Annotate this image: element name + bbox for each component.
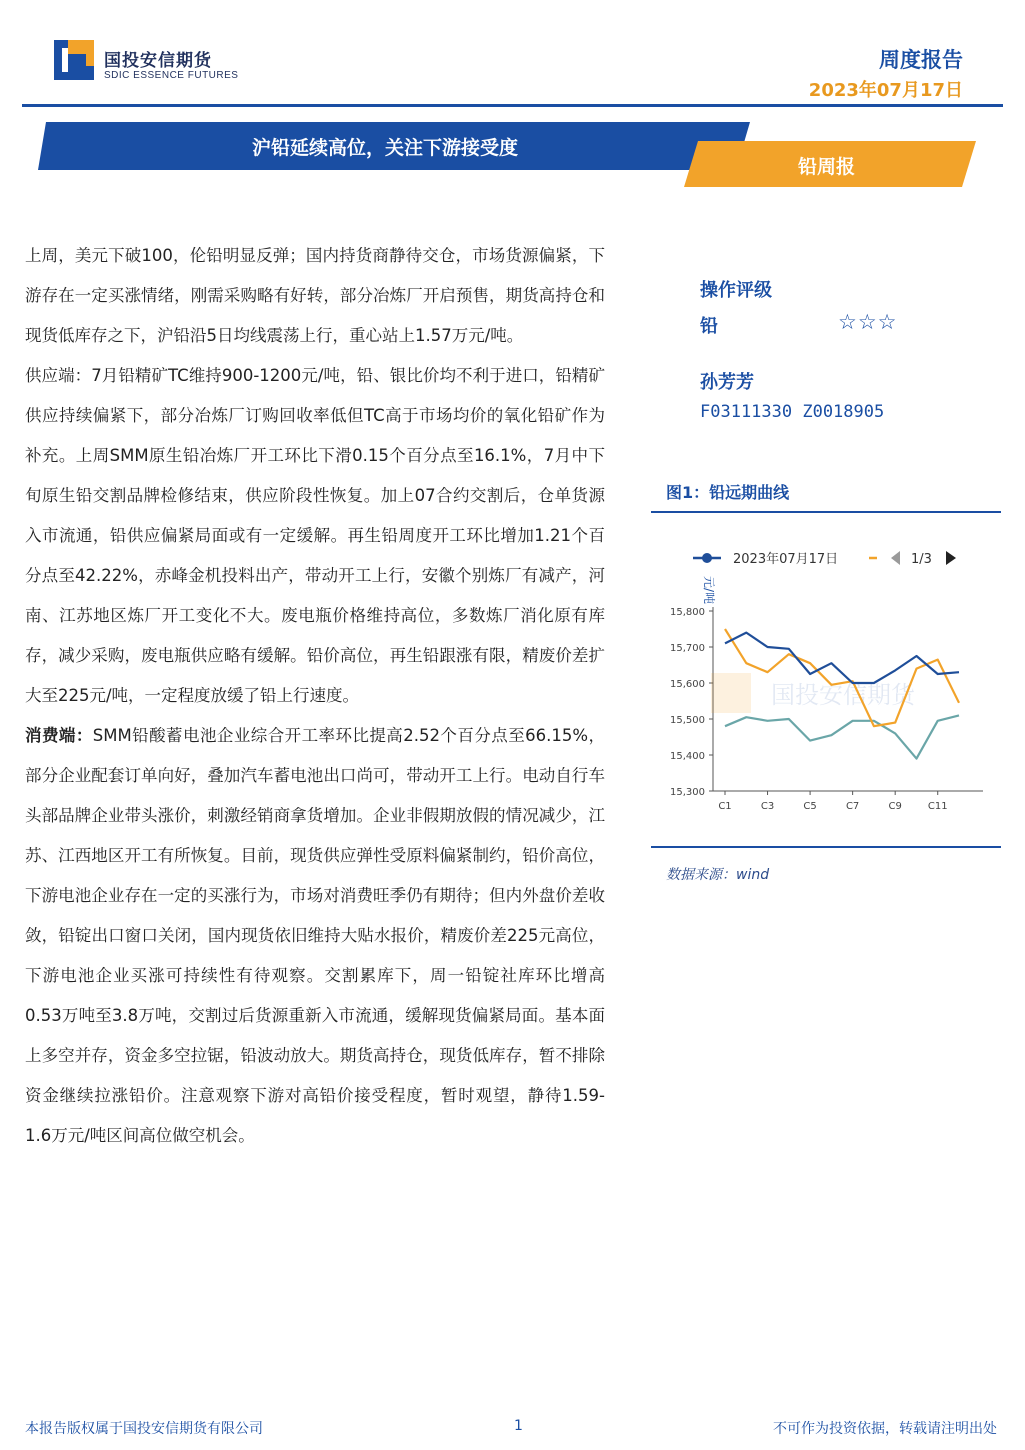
report-category: 铅周报 [798,156,856,178]
lead-forward-curve-chart [651,513,1001,846]
analyst-certificates: F03111330 Z0018905 [700,402,885,422]
pager-prev-icon [891,551,900,565]
y-tick-label: 15,600 [670,679,705,690]
rating-stars-icon: ☆☆☆ [838,310,898,334]
footer-disclaimer: 不可作为投资依据，转载请注明出处 [773,1421,997,1437]
watermark-text: 国投安信期货 [771,681,915,709]
analyst-name: 孙芳芳 [700,372,754,393]
y-axis-label: 元/吨 [702,576,716,605]
page-number: 1 [514,1418,523,1434]
company-logo [54,40,244,90]
x-tick-label: C5 [803,801,817,812]
legend-marker-active [702,553,712,563]
rating-label: 操作评级 [700,280,772,301]
chart-svg [651,513,1001,846]
y-tick-label: 15,800 [670,607,705,618]
x-tick-label: C1 [718,801,732,812]
report-title: 沪铅延续高位，关注下游接受度 [252,137,519,159]
series-line-3 [725,715,959,758]
y-tick-label: 15,300 [670,787,705,798]
report-type: 周度报告 [879,48,963,72]
header-divider [22,104,1003,107]
report-date: 2023年07月17日 [808,80,963,101]
logo-chinese-name: 国投安信期货 [104,51,212,71]
report-body [25,236,605,1156]
pager-label: 1/3 [911,552,932,567]
legend-label: 2023年07月17日 [733,552,839,567]
x-tick-label: C11 [927,801,948,812]
figure-bottom-rule [651,846,1001,848]
x-tick-label: C9 [888,801,902,812]
pager-next-icon [946,551,956,565]
x-tick-label: C7 [845,801,860,812]
watermark-logo-icon [711,673,751,713]
paragraph-demand [25,716,605,1156]
metal-label: 铅 [700,316,718,337]
footer-copyright: 本报告版权属于国投安信期货有限公司 [25,1421,263,1437]
demand-text: SMM铅酸蓄电池企业综合开工率环比提高2.52个百分点至66.15%，部分企业配套订单向好，叠加汽车蓄电池出口尚可，带动开工上行。电动自行车头部品牌企业带头涨价，刺激经销商拿货增加。企业非假期放假的情况减少，江苏、江西地区开工有所恢复。目前，现货供应弹性受原料偏紧制约，铅价高位，下游电池企业存在一定的买涨行为，市场对消费旺季仍有期待；但内外盘价差收敛，铅锭出口窗口关闭，国内现货依旧维持大贴水报价，精废价差225元高位，下游电池企业买涨可持续性有待观察。交割累库下，周一铅锭社库环比增高0.53万吨至3.8万吨，交割过后货源重新入市流通，缓解现货偏紧局面。基本面上多空并存，资金多空拉锯，铅波动放大。期货高持仓，现货低库存，暂不排除资金继续拉涨铅价。注意观察下游对高铅价接受程度，暂时观望，静待1.59-1.6万元/吨区间高位做空机会。 [25,726,606,1145]
paragraph-summary: 上周，美元下破100，伦铅明显反弹；国内持货商静待交仓，市场货源偏紧，下游存在一定买涨情绪，刚需采购略有好转，部分冶炼厂开启预售，期货高持仓和现货低库存之下，沪铅沿5日均线震荡上行，重心站上1.57万元/吨。 [25,246,605,345]
y-tick-label: 15,700 [670,643,705,654]
y-tick-label: 15,500 [670,715,705,726]
demand-lead: 消费端： [25,726,93,745]
figure-title: 图1：铅远期曲线 [666,483,790,502]
series-line-2 [725,629,959,726]
logo-mark-icon [54,40,94,80]
logo-english-name: SDIC ESSENCE FUTURES [104,70,239,81]
x-tick-label: C3 [760,801,775,812]
paragraph-supply: 供应端：7月铅精矿TC维持900-1200元/吨，铅、银比价均不利于进口，铅精矿供应持续偏紧下，部分冶炼厂订购回收率低但TC高于市场均价的氧化铅矿作为补充。上周SMM原生铅冶炼厂开工环比下滑0.15个百分点至16.1%，7月中下旬原生铅交割品牌检修结束，供应阶段性恢复。加上07合约交割后，仓单货源入市流通，铅供应偏紧局面或有一定缓解。再生铅周度开工环比增加1.21个百分点至42.22%，赤峰金机投料出产，带动开工上行，安徽个别炼厂有减产，河南、江苏地区炼厂开工变化不大。废电瓶价格维持高位，多数炼厂消化原有库存，减少采购，废电瓶供应略有缓解。铅价高位，再生铅跟涨有限，精废价差扩大至225元/吨，一定程度放缓了铅上行速度。 [25,366,605,705]
data-source: 数据来源：wind [666,867,770,883]
y-tick-label: 15,400 [670,751,705,762]
series-line-1 [725,633,959,683]
